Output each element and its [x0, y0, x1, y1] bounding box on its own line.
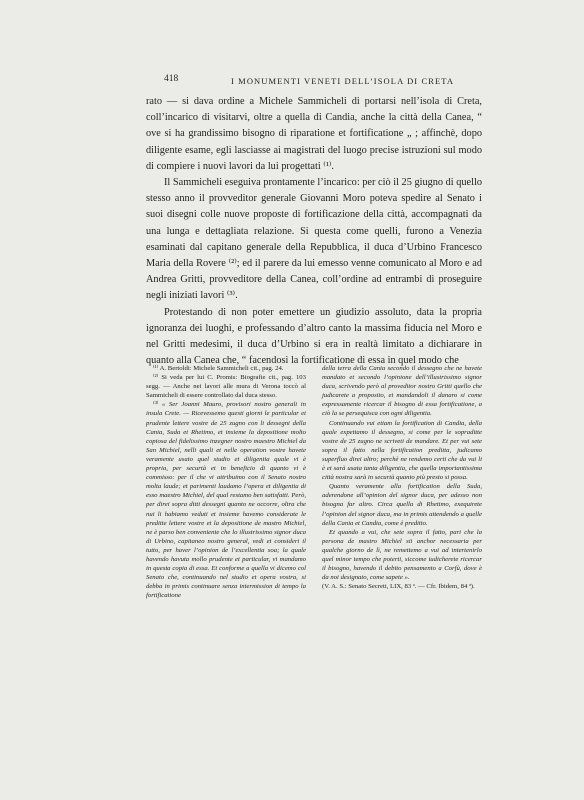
body-text [146, 94, 482, 369]
footnote-3-source: (V. A. S.: Senato Secreti, LIX, 83 ᵃ. — Cfr. Ibidem, 84 ᵃ). [322, 583, 475, 591]
footnote-3-continuation: Quanto veramente alla fortification della Suda, aderendone all’opinion del signor duca, per adesso non bisogna far altro. Circa quella di Rhetimo, exequirete l’opinion del signor duca, ma in primis attendendo a quelle della Cania et Candia, come è preditto. [322, 483, 482, 527]
footnote-3-continuation: Continuando vui etiam la fortification di Candia, della quale expettamo il dessegno, si come per le sopraditte vostre de 25 zugno ne scriveti de mandare. Et per vui sete sopra il fatto nella fortification preditta, judicamo superfluo direi altro; perchè ne rendemo certi che da vui li è et sarà usata tanta diligentia, che quella importantissima città nostra sarà in securtà quanto più presto si possa. [322, 419, 482, 482]
body-paragraph: Il Sammicheli eseguiva prontamente l’incarico: per ciò il 25 giugno di quello stesso anno il provveditor generale Giovanni Moro poteva spedire al Senato i suoi disegni colle nuove proposte di fortificazione della città, accompagnati da una lunga e dettagliata relazione. Si questa come quelli, furono a Venezia esaminati dal capitano generale della Repubblica, il duca d’Urbino Francesco Maria della Rovere ⁽²⁾; ed il parere da lui emesso venne comunicato al Moro e ad Andrea Gritti, provveditore della Canea, coll’ordine ad entrambi di proseguire negli iniziati lavori ⁽³⁾. [146, 177, 482, 302]
body-paragraph: rato — si dava ordine a Michele Sammicheli di portarsi nell’isola di Creta, coll’incarico di visitarvi, oltre a quella di Candia, anche la città della Canea, “ ove si ha grandissimo bisogno di riparatione et fortificatione „ ; affinchè, dopo diligente esame, egli lasciasse ai magistrati del luogo precise istruzioni sul modo di compiere i nuovi lavori da lui progettati ⁽¹⁾. [146, 96, 482, 172]
footnote-3: ⁽³⁾ « Ser Joanni Mauro, provisori nostro generali in insula Crete. — Ricevessemo questi giorni le particular et prudente lettere vostre de 25 zugno con li dessegni della Cania, Suda et Rhetimo, et insieme la depositione molto copiosa del fidelissimo inzegner nostro maestro Michiel da San Michiel, nelli quali et nelle operation vostre havete veramente usato quel studio et diligentia quale vi è propria, per securtà et in beneficio di quanto vi è commisso: per il che vi attribuimo con il Senato nostro molta laude; et parimenti laudamo l’opera et diligentia di esso maestro Michiel, del qual restamo ben satisfatti. Però, per direi sopra ditti dessegni quanto ne occorre, oltra che nui li habiamo veduti et insieme havemo considerate le preditte lettere vostre et la depositione de mastro Michiel, ne è parso ben conveniente che lo illustrissimo signor duca di Urbino, capitaneo nostro general, vedi et consideri il tutto, per haver l’opinion de l’excellentia soa; la quale havendo havuta mollo prudente et particular, vi mandamo in questa copia di essa. Et conforme a quella vi dicemo col Senato che, continuando nel studio et opera vostra, si debba in primis continuare senza intermission di tempo la fortificatione [146, 401, 306, 600]
footnote-2: ⁽²⁾ Si veda per lui C. Promis: Biografie cit., pag. 103 segg. — Anche nei lavori alle mura di Verona toccò al Sammicheli di essere controllato dal duca stesso. [146, 374, 306, 400]
footnote-1: ⁽¹⁾ A. Bertoldi: Michele Sammicheli cit., pag. 24. [153, 365, 284, 372]
footnote-3-continuation: Et quando a vui, che sete sopra il fatto, pari che la persona de mastro Michiel sii anchor necessaria per qualche giorno de lì, ne remettemo a vui ad intertenirlo quel minor tempo che poterti, siccome iudicherete ricercar il bisogno, havendo il debito pensamento a Corfù, dove è da noi designato, come sapete ». [322, 528, 482, 582]
footnotes-column-left [146, 364, 306, 600]
page-header [0, 74, 584, 88]
footnotes-column-right [322, 364, 482, 591]
page-number: 418 [164, 74, 179, 84]
footnote-3-continuation: della terra della Cania secondo il dessegno che ne havete mandato et secondo l’opinione dell’illustrissimo signor duca, scrivendo però al proveditor nostro Gritti quello che judicarete a proposito, et mandandoli il danaro si come expressamente ricercar il bisogno di essa fortificatione, a ciò la se persequisca con ogni diligentia. [322, 365, 482, 418]
running-head: I MONUMENTI VENETI DELL’ISOLA DI CRETA [231, 76, 455, 86]
body-paragraph: Protestando di non poter emettere un giudizio assoluto, data la propria ignoranza dei luoghi, e professando d’altro canto la massima fiducia nel Moro e nel Gritti medesimi, il duca d’Urbino si era in realtà limitato a dichiarare in quanto alla Canea che, “ facendosi la fortificatione di essa in quel modo che [146, 306, 482, 367]
